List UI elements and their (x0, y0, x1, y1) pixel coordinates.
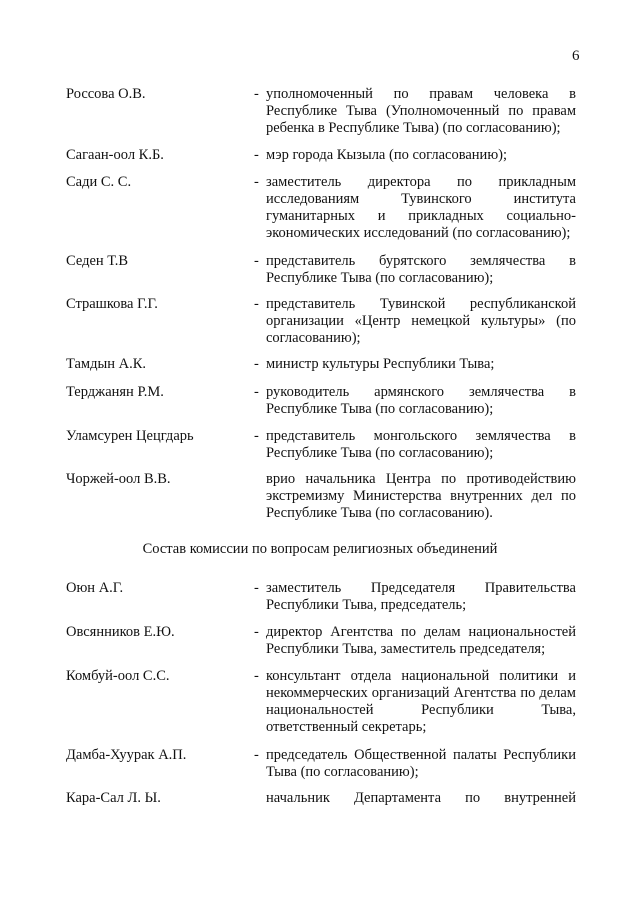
member-role: мэр города Кызыла (по согласованию); (266, 147, 508, 163)
section-heading: Состав комиссии по вопросам религиозных объединений (142, 541, 498, 557)
dash-separator: - (254, 86, 259, 102)
member-name: Сади С. С. (66, 174, 132, 190)
dash-separator: - (254, 174, 259, 190)
list-item (0, 471, 640, 551)
member-role: представитель монгольского землячества в Республике Тыва (по согласованию); (266, 428, 576, 461)
dash-separator: - (254, 580, 259, 596)
member-name: Дамба-Хуурак А.П. (66, 747, 187, 763)
member-role: заместитель Председателя Правительства Республики Тыва, председатель; (266, 580, 576, 613)
list-item (0, 668, 640, 748)
member-name: Сагаан-оол К.Б. (66, 147, 164, 163)
member-name: Терджанян Р.М. (66, 384, 164, 400)
member-name: Оюн А.Г. (66, 580, 124, 596)
dash-separator: - (254, 624, 259, 640)
member-role: заместитель директора по прикладным исследованиям Тувинского института гуманитарных и прикладных социально-экономических исследований (по согласованию); (266, 174, 576, 241)
member-role: руководитель армянского землячества в Республике Тыва (по согласованию); (266, 384, 576, 417)
member-role: председатель Общественной палаты Республики Тыва (по согласованию); (266, 747, 576, 780)
member-role: представитель Тувинской республиканской организации «Центр немецкой культуры» (по согласованию); (266, 296, 576, 346)
member-name: Россова О.В. (66, 86, 146, 102)
member-name: Уламсурен Цецгдарь (66, 428, 194, 444)
list-item (0, 790, 640, 870)
member-name: Кара-Сал Л. Ы. (66, 790, 161, 806)
member-role: начальник Департамента по внутренней (266, 790, 576, 806)
dash-separator: - (254, 428, 259, 444)
member-role: уполномоченный по правам человека в Республике Тыва (Уполномоченный по правам ребенка в Республике Тыва) (по согласованию); (266, 86, 576, 136)
dash-separator: - (254, 296, 259, 312)
member-role: врио начальника Центра по противодействию экстремизму Министерства внутренних дел по Республике Тыва (по согласованию). (266, 471, 576, 521)
member-name: Тамдын А.К. (66, 356, 147, 372)
member-name: Седен Т.В (66, 253, 128, 269)
list-item (0, 174, 640, 254)
member-name: Чоржей-оол В.В. (66, 471, 171, 487)
dash-separator: - (254, 384, 259, 400)
member-name: Страшкова Г.Г. (66, 296, 158, 312)
page-number: 6 (572, 48, 580, 64)
member-role: представитель бурятского землячества в Республике Тыва (по согласованию); (266, 253, 576, 286)
member-role: директор Агентства по делам национальностей Республики Тыва, заместитель председателя; (266, 624, 576, 657)
dash-separator: - (254, 147, 259, 163)
dash-separator: - (254, 747, 259, 763)
member-name: Комбуй-оол С.С. (66, 668, 170, 684)
member-name: Овсянников Е.Ю. (66, 624, 175, 640)
dash-separator: - (254, 356, 259, 372)
member-role: министр культуры Республики Тыва; (266, 356, 495, 372)
dash-separator: - (254, 668, 259, 684)
member-role: консультант отдела национальной политики и некоммерческих организаций Агентства по делам национальностей Республики Тыва, ответственный секретарь; (266, 668, 576, 735)
dash-separator: - (254, 253, 259, 269)
